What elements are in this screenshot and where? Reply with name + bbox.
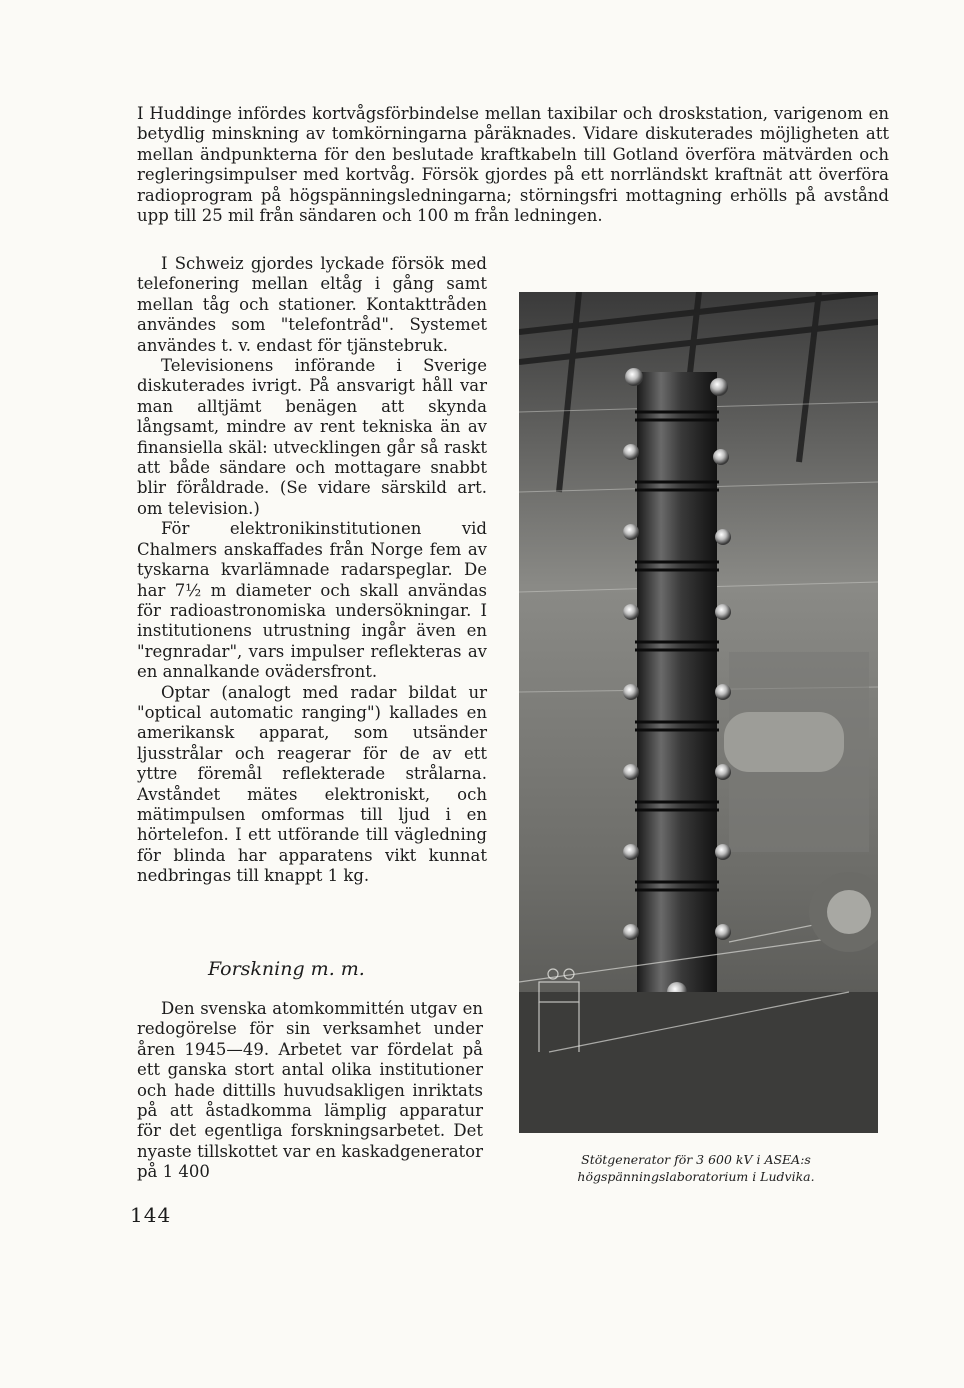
- section-heading: Forskning m. m.: [208, 958, 365, 980]
- paragraph-television: Televisionens införande i Sverige diskuterades ivrigt. På ansvarigt håll var man alltjämt benägen att skynda långsamt, mindre av rent tekniska än av finansiella skäl: utvecklingen går så raskt att både sändare och mottagare snabbt blir föråldrade. (Se vidare särskild art. om television.): [137, 356, 487, 518]
- page-number: 144: [130, 1203, 172, 1227]
- photo-illustration: [519, 292, 878, 1133]
- text-column: [137, 254, 487, 887]
- paragraph-atomkommitten: Den svenska atomkommittén utgav en redogörelse för sin verksamhet under åren 1945—49. Arbetet var fördelat på ett ganska stort antal olika institutioner och hade dittills huvudsakligen inriktats på att åstadkomma lämplig apparatur för det egentliga forskningsarbetet. Det nyaste tillskottet var en kaskadgenerator på 1 400: [137, 999, 483, 1182]
- photo-caption: Stötgenerator för 3 600 kV i ASEA:s högspänningslaboratorium i Ludvika.: [577, 1152, 815, 1184]
- paragraph-optar: Optar (analogt med radar bildat ur "optical automatic ranging") kallades en amerikansk apparat, som utsänder ljusstrålar och reagerar för de av ett yttre föremål reflekterade strålarna. Avståndet mätes elektroniskt, och mätimpulsen omformas till ljud i en hörtelefon. I ett utförande till vägledning för blinda har apparatens vikt kunnat nedbringas till knappt 1 kg.: [137, 682, 487, 886]
- paragraph-schweiz: I Schweiz gjordes lyckade försök med telefonering mellan eltåg i gång samt mellan tåg och stationer. Kontakttråden användes som "telefontråd". Systemet användes t. v. endast för tjänstebruk.: [137, 254, 487, 355]
- paragraph-chalmers: För elektronikinstitutionen vid Chalmers anskaffades från Norge fem av tyskarna kvarlämnade radarspeglar. De har 7½ m diameter och skall användas för radioastronomiska undersökningar. I institutionens utrustning ingår även en "regnradar", vars impulser reflekteras av en annalkande ovädersfront.: [137, 519, 487, 682]
- photo-impulse-generator: [519, 292, 878, 1133]
- paragraph-huddinge: I Huddinge infördes kortvågsförbindelse mellan taxibilar och droskstation, varigenom en betydlig minskning av tomkörningarna påräknades. Vidare diskuterades möjligheten att mellan ändpunkterna för den beslutade kraftkabeln till Gotland överföra mätvärden och regleringsimpulser med kortvåg. Försök gjordes på ett norrländskt kraftnät att överföra radioprogram på högspänningsledningarna; störningsfri mottagning erhölls på avstånd upp till 25 mil från sändaren och 100 m från ledningen.: [137, 104, 889, 226]
